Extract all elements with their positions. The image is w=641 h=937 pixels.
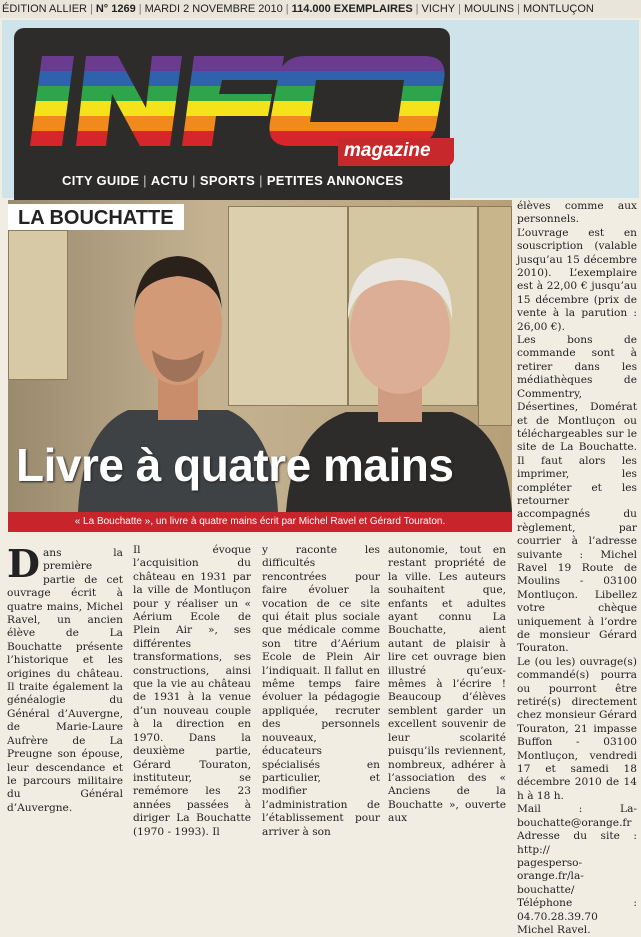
contact-name: Michel Ravel. [517, 923, 591, 936]
column-1-text: ans la première partie de cet ouvrage écrit à quatre mains, Michel Ravel, un ancien élève de La Bouchatte présente l’historique et les origines du château. Il traite également la généalogie du Général d’Auvergne, de Marie-Laure Aufrère de La Preugne son épouse, leur descendance et le parcours militaire du Général d’Auvergne. [7, 547, 123, 814]
column-5-para-1: élèves comme aux personnels. [517, 200, 637, 226]
article-headline: Livre à quatre mains [16, 439, 454, 491]
logo-stripe [24, 56, 464, 72]
contact-phone: Téléphone : 04.70.28.39.70 [517, 897, 637, 923]
column-3-text: y raconte les difficultés rencontrées pour faire évoluer la vocation de ce site qui était plus sociale que médicale comme son titre d’Aérium Ecole de Plein Air l’indiquait. Il fallut en même temps faire évoluer la pédagogie appliquée, recruter des personnels nouveaux, éducateurs spécialisés en particulier, et modifier l’administration de l’établissement pour arriver à son [262, 544, 380, 838]
column-5-para-2: L’ouvrage est en souscription (valable jusqu’au 15 décembre 2010). L’exemplaire est à 22,00 € jusqu’au 15 décembre (prix de vente à la parution : 26,00 €). [517, 226, 637, 333]
photo-caption: « La Bouchatte », un livre à quatre mains écrit par Michel Ravel et Gérard Touraton. [8, 512, 512, 532]
article-column-1 [7, 541, 123, 815]
edition-bar: ÉDITION ALLIER | N° 1269 | MARDI 2 NOVEMBRE 2010 | 114.000 EXEMPLAIRES | VICHY | MOULINS | MONTLUÇON [0, 0, 641, 18]
city-vichy: VICHY [421, 3, 456, 15]
column-2-text: Il évoque l’acquisition du château en 1931 par la ville de Montluçon pour y réaliser un « Aérium Ecole de Plein Air », ses différentes transformations, ses constructions, ainsi que la vie au château de 1931 à la venue d’un nouveau couple à la direction en 1970. Dans la deuxième partie, Gérard Touraton, instituteur, se remémore les 23 années passées à diriger La Bouchatte (1970 - 1993). Il [133, 544, 251, 838]
nav-petites-annonces[interactable]: PETITES ANNONCES [266, 173, 404, 188]
logo-stripe [24, 71, 464, 87]
city-montlucon: MONTLUÇON [522, 3, 594, 15]
masthead-nav: CITY GUIDE | ACTU | SPORTS | PETITES ANNONCES [62, 173, 404, 188]
article-column-4 [388, 544, 506, 826]
logo-block [14, 28, 450, 210]
magazine-label: magazine [344, 140, 431, 161]
nav-actu[interactable]: ACTU [150, 173, 189, 188]
drop-cap: D [7, 541, 40, 586]
article-column-3 [262, 544, 380, 839]
circulation: 114.000 EXEMPLAIRES [291, 3, 413, 15]
city-moulins: MOULINS [464, 3, 515, 15]
contact-website[interactable]: Adresse du site : http:// pagesperso-orange.fr/la- bouchatte/ [517, 830, 637, 896]
article-photo [8, 200, 512, 512]
book-cover-left [8, 230, 68, 380]
masthead [2, 20, 639, 198]
logo-stripe [24, 116, 464, 132]
nav-sports[interactable]: SPORTS [199, 173, 256, 188]
article-column-2 [133, 544, 251, 839]
issue-date: MARDI 2 NOVEMBRE 2010 [144, 3, 283, 15]
article-column-5 [517, 200, 637, 937]
column-5-para-3: Les bons de commande sont à retirer dans les médiathèques de Commentry, Désertines, Domérat et de Montluçon ou téléchargeables sur le site de La Bouchatte. Il faut alors les imprimer, les compléter et les retourner accompagnés du règlement, par courrier à l’adresse suivante : Michel Ravel 19 Route de Moulins - 03100 Montluçon. Libellez votre chèque uniquement à l’ordre de monsieur Gérard Touraton. [517, 334, 637, 655]
contact-mail[interactable]: Mail : La-bouchatte@orange.fr [517, 803, 637, 829]
column-5-para-4: Le (ou les) ouvrage(s) commandé(s) pourra ou pourront être retiré(s) directement chez monsieur Gérard Touraton, 21 impasse Buffon - 03100 Montluçon, vendredi 17 et samedi 18 décembre 2010 de 14 h à 18 h. [517, 655, 637, 802]
logo-stripe [24, 101, 464, 117]
issue-number: N° 1269 [95, 3, 136, 15]
nav-city-guide[interactable]: CITY GUIDE [62, 173, 140, 188]
column-4-text: autonomie, tout en restant propriété de la ville. Les auteurs souhaitent que, enfants et adultes ayant connu La Bouchatte, aient autant de plaisir à lire cet ouvrage bien illustré qu’eux-mêmes à l’écrire ! Beaucoup d’élèves semblent garder un excellent souvenir de leur scolarité puisqu’ils reviennent, nombreux, adhérer à l’association des « Anciens de la Bouchatte », ouverte aux [388, 544, 506, 825]
section-kicker: LA BOUCHATTE [8, 204, 184, 230]
edition-label: ÉDITION ALLIER [2, 3, 87, 15]
logo-stripe [24, 86, 464, 102]
